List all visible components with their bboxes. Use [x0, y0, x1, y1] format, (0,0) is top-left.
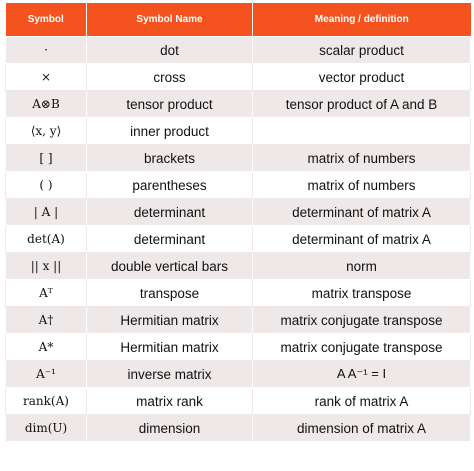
symbol-cell: A⁻¹	[6, 361, 87, 388]
table-row	[6, 361, 471, 388]
symbol-cell: A⊗B	[6, 91, 87, 118]
symbol-name-cell: Hermitian matrix	[87, 307, 253, 334]
table-row	[6, 145, 471, 172]
symbol-name-cell: tensor product	[87, 91, 253, 118]
symbol-cell: | A |	[6, 199, 87, 226]
table-header	[6, 3, 471, 37]
meaning-cell: vector product	[253, 64, 471, 91]
symbol-cell: ⟨x, y⟩	[6, 118, 87, 145]
symbol-name-cell: inner product	[87, 118, 253, 145]
header-row	[6, 3, 471, 37]
symbol-cell: det(A)	[6, 226, 87, 253]
table-body	[6, 37, 471, 442]
symbol-cell: Aᵀ	[6, 280, 87, 307]
symbol-name-cell: transpose	[87, 280, 253, 307]
symbol-cell: || x ||	[6, 253, 87, 280]
math-symbols-table-container	[5, 3, 470, 442]
meaning-cell: dimension of matrix A	[253, 415, 471, 442]
meaning-cell: matrix transpose	[253, 280, 471, 307]
symbol-cell: ·	[6, 37, 87, 64]
symbol-name-cell: inverse matrix	[87, 361, 253, 388]
symbol-name-cell: dimension	[87, 415, 253, 442]
symbol-name-cell: matrix rank	[87, 388, 253, 415]
symbol-name-cell: brackets	[87, 145, 253, 172]
meaning-cell: scalar product	[253, 37, 471, 64]
meaning-cell: matrix of numbers	[253, 145, 471, 172]
table-row	[6, 307, 471, 334]
symbol-name-cell: determinant	[87, 199, 253, 226]
symbol-name-cell: parentheses	[87, 172, 253, 199]
table-row	[6, 253, 471, 280]
meaning-cell: rank of matrix A	[253, 388, 471, 415]
math-symbols-table	[5, 3, 471, 442]
meaning-cell: matrix conjugate transpose	[253, 334, 471, 361]
table-row	[6, 415, 471, 442]
meaning-cell: tensor product of A and B	[253, 91, 471, 118]
table-row	[6, 388, 471, 415]
symbol-name-cell: Hermitian matrix	[87, 334, 253, 361]
table-row	[6, 91, 471, 118]
meaning-cell: norm	[253, 253, 471, 280]
meaning-cell: A A⁻¹ = I	[253, 361, 471, 388]
symbol-cell: [ ]	[6, 145, 87, 172]
symbol-cell: rank(A)	[6, 388, 87, 415]
table-row	[6, 172, 471, 199]
symbol-cell: A*	[6, 334, 87, 361]
table-row	[6, 226, 471, 253]
meaning-cell: determinant of matrix A	[253, 199, 471, 226]
symbol-cell: ( )	[6, 172, 87, 199]
symbol-name-cell: determinant	[87, 226, 253, 253]
header-symbol-name: Symbol Name	[87, 3, 253, 37]
table-row	[6, 37, 471, 64]
table-row	[6, 64, 471, 91]
meaning-cell	[253, 118, 471, 145]
symbol-cell: dim(U)	[6, 415, 87, 442]
symbol-name-cell: double vertical bars	[87, 253, 253, 280]
symbol-name-cell: cross	[87, 64, 253, 91]
table-row	[6, 199, 471, 226]
header-symbol: Symbol	[6, 3, 87, 37]
symbol-name-cell: dot	[87, 37, 253, 64]
meaning-cell: matrix of numbers	[253, 172, 471, 199]
symbol-cell: ×	[6, 64, 87, 91]
header-meaning: Meaning / definition	[253, 3, 471, 37]
symbol-cell: A†	[6, 307, 87, 334]
meaning-cell: determinant of matrix A	[253, 226, 471, 253]
table-row	[6, 118, 471, 145]
table-row	[6, 280, 471, 307]
table-row	[6, 334, 471, 361]
meaning-cell: matrix conjugate transpose	[253, 307, 471, 334]
